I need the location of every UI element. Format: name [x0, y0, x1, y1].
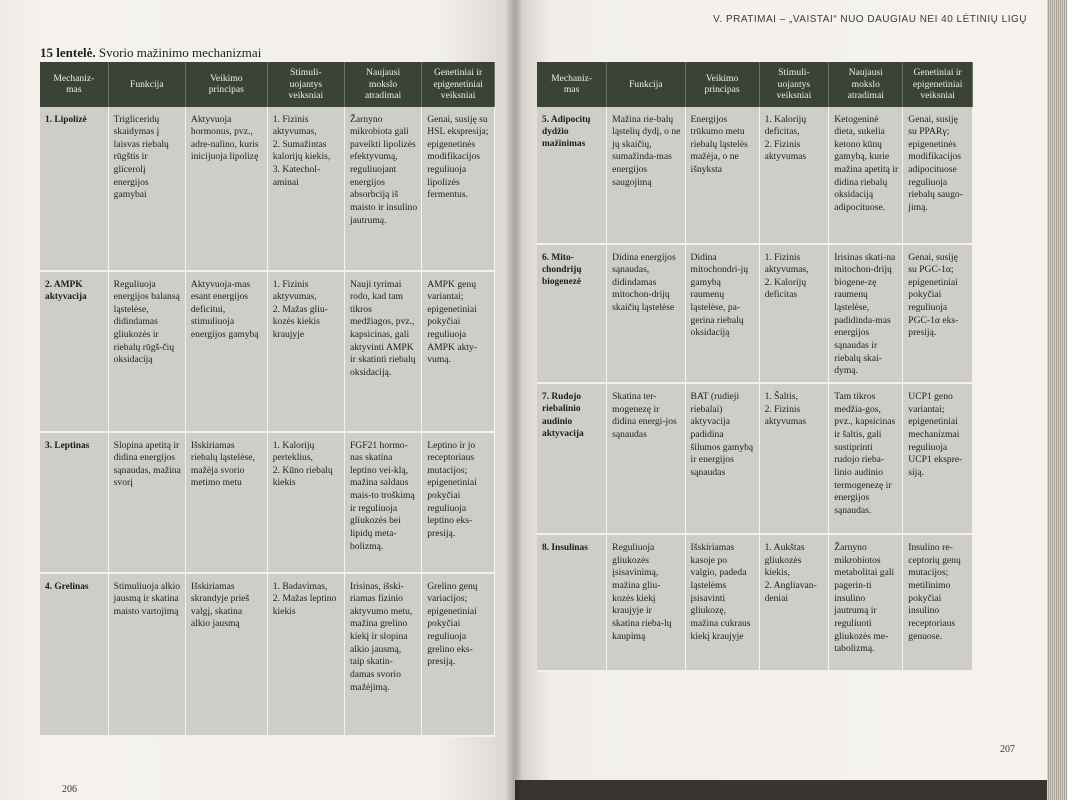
table-row — [537, 107, 973, 244]
page-number-left: 206 — [62, 784, 77, 795]
cell-genetic: Genai, susiję su PGC-1α; epigenetiniai pokyčiai reguliuoja PGC-1α eks-presiją. — [903, 244, 973, 384]
cell-principle: Išskiriamas riebalų ląstelėse, mažėja svorio metimo metu — [185, 432, 267, 573]
cell-principle: Išskiriamas skrandyje prieš valgį, skatina alkio jausmą — [185, 573, 267, 736]
table-row — [537, 534, 973, 671]
cell-principle: Išskiriamas kasoje po valgio, padeda ląstelėms įsisavinti gliukozę, mažina cukraus kiekį kraujyje — [685, 534, 759, 671]
cell-genetic: Leptino ir jo receptoriaus mutacijos; epigenetiniai pokyčiai reguliuoja leptino eks-presiją. — [422, 432, 495, 573]
cell-stimuli: 1. Fizinis aktyvumas, 2. Mažas gliu-kozės kiekis kraujyje — [267, 271, 344, 432]
mechanisms-table-left — [40, 62, 495, 737]
cell-genetic: AMPK genų variantai; epigenetiniai pokyčiai reguliuoja AMPK akty-vumą. — [422, 271, 495, 432]
cell-function: Trigliceridų skaidymas į laisvas riebalų rūgštis ir glicerolį energijos gamybai — [108, 107, 185, 271]
table-caption — [40, 45, 261, 61]
cell-function: Reguliuoja gliukozės įsisavinimą, mažina gliu-kozės kiekį kraujyje ir skatina rieba-lų kaupimą — [607, 534, 685, 671]
cell-mechanism: 3. Leptinas — [40, 432, 108, 573]
cell-principle: Aktyvuoja hormonus, pvz., adre-nalino, kuris inicijuoja lipolizę — [185, 107, 267, 271]
header-function: Funkcija — [607, 62, 685, 107]
cell-function: Slopina apetitą ir didina energijos sąnaudas, mažina svorį — [108, 432, 185, 573]
header-genetic: Genetiniai ir epigenetiniai veiksniai — [903, 62, 973, 107]
cell-stimuli: 1. Fizinis aktyvumas, 2. Kalorijų deficitas — [759, 244, 829, 384]
header-stimuli: Stimuli- uojantys veiksniai — [759, 62, 829, 107]
cell-function: Stimuliuoja alkio jausmą ir skatina maisto vartojimą — [108, 573, 185, 736]
cell-findings: Tam tikros medžia-gos, pvz., kapsicinas ir šaltis, gali sustiprinti rudojo rieba-linio audinio termogenezę ir energijos sąnaudas. — [829, 383, 903, 534]
cell-function: Didina energijos sąnaudas, didindamas mitochon-drijų skaičių ląstelėse — [607, 244, 685, 384]
table-header-row — [537, 62, 973, 107]
book-spine — [505, 0, 523, 800]
header-principle: Veikimo principas — [685, 62, 759, 107]
cell-findings: Irisinas skati-na mitochon-drijų biogene-zę raumenų ląstelėse, padidinda-mas energijos sąnaudas ir riebalų skai-dymą. — [829, 244, 903, 384]
cell-mechanism: 4. Grelinas — [40, 573, 108, 736]
cell-stimuli: 1. Kalorijų deficitas, 2. Fizinis aktyvumas — [759, 107, 829, 244]
header-principle: Veikimo principas — [185, 62, 267, 107]
table-row — [537, 244, 973, 384]
cell-findings: Ketogeninė dieta, sukelia ketono kūnų gamybą, kurie mažina apetitą ir didina riebalų oksidaciją adipocituose. — [829, 107, 903, 244]
cell-principle: Didina mitochondri-jų gamybą raumenų ląstelėse, pa-gerina riebalų oksidaciją — [685, 244, 759, 384]
cell-mechanism: 5. Adipocitų dydžio mažinimas — [537, 107, 607, 244]
page-number-right: 207 — [1000, 744, 1015, 755]
table-row — [40, 573, 495, 736]
cell-genetic: UCP1 geno variantai; epigenetiniai mechanizmai reguliuoja UCP1 ekspre-siją. — [903, 383, 973, 534]
header-mechanism: Mechaniz- mas — [537, 62, 607, 107]
header-genetic: Genetiniai ir epigenetiniai veiksniai — [422, 62, 495, 107]
header-findings: Naujausi mokslo atradimai — [344, 62, 421, 107]
cell-findings: Žarnyno mikrobiota gali paveikti lipolizės efektyvumą, reguliuojant energijos absorbciją iš maisto ir insulino jautrumą. — [344, 107, 421, 271]
header-findings: Naujausi mokslo atradimai — [829, 62, 903, 107]
table-row — [40, 107, 495, 271]
caption-number: 15 lentelė. — [40, 45, 96, 60]
cell-function: Mažina rie-balų ląstelių dydį, o ne jų skaičių, sumažinda-mas energijos saugojimą — [607, 107, 685, 244]
cell-principle: BAT (rudieji riebalai) aktyvacija padidina šilumos gamybą ir energijos sąnaudas — [685, 383, 759, 534]
cell-mechanism: 7. Rudojo riebalinio audinio aktyvacija — [537, 383, 607, 534]
cell-genetic: Genai, susiję su PPARγ; epigenetinės modifikacijos adipocituose reguliuoja riebalų saugo-jimą. — [903, 107, 973, 244]
cell-principle: Energijos trūkumo metu riebalų ląstelės mažėja, o ne išnyksta — [685, 107, 759, 244]
cell-mechanism: 6. Mito-chondrijų biogenezė — [537, 244, 607, 384]
cell-principle: Aktyvuoja-mas esant energijos deficitui, stimuliuoja energijos gamybą — [185, 271, 267, 432]
cell-mechanism: 1. Lipolizė — [40, 107, 108, 271]
header-mechanism: Mechaniz- mas — [40, 62, 108, 107]
cell-stimuli: 1. Kalorijų perteklius, 2. Kūno riebalų kiekis — [267, 432, 344, 573]
cell-stimuli: 1. Šaltis, 2. Fizinis aktyvumas — [759, 383, 829, 534]
header-stimuli: Stimuli- uojantys veiksniai — [267, 62, 344, 107]
cell-genetic: Grelino genų variacijos; epigenetiniai pokyčiai reguliuoja grelino eks-presiją. — [422, 573, 495, 736]
cell-function: Reguliuoja energijos balansą ląstelėse, didindamas gliukozės ir riebalų rūgš-čių oksidaciją — [108, 271, 185, 432]
cell-function: Skatina ter-mogenezę ir didina energi-jos sąnaudas — [607, 383, 685, 534]
caption-title: Svorio mažinimo mechanizmai — [98, 45, 262, 60]
cell-findings: FGF21 hormo-nas skatina leptino vei-klą, mažina saldaus mais-to troškimą ir reguliuoja gliukozės bei lipidų meta-bolizmą. — [344, 432, 421, 573]
cell-stimuli: 1. Fizinis aktyvumas, 2. Sumažintas kalorijų kiekis, 3. Katechol-aminai — [267, 107, 344, 271]
cell-genetic: Genai, susiję su HSL ekspresija; epigenetinės modifikacijos reguliuoja lipolizės fermentus. — [422, 107, 495, 271]
page-edges — [1047, 0, 1067, 800]
cell-findings: Irisinas, išski-riamas fizinio aktyvumo metu, mažina grelino kiekį ir slopina alkio jausmą, taip skatin-damas svorio mažėjimą. — [344, 573, 421, 736]
cell-mechanism: 2. AMPK aktyvacija — [40, 271, 108, 432]
cell-findings: Žarnyno mikrobiotos metabolitai gali pagerin-ti insulino jautrumą ir reguliuoti gliukozės me-tabolizmą. — [829, 534, 903, 671]
running-head: V. PRATIMAI – „VAISTAI“ NUO DAUGIAU NEI 40 LĖTINIŲ LIGŲ — [713, 14, 1027, 25]
cell-findings: Nauji tyrimai rodo, kad tam tikros medžiagos, pvz., kapsicinas, gali aktyvinti AMPK ir skatinti riebalų oksidaciją. — [344, 271, 421, 432]
table-row — [537, 383, 973, 534]
mechanisms-table-right — [537, 62, 973, 672]
table-header-row — [40, 62, 495, 107]
cell-stimuli: 1. Aukštas gliukozės kiekis, 2. Angliavan-deniai — [759, 534, 829, 671]
header-function: Funkcija — [108, 62, 185, 107]
table-row — [40, 271, 495, 432]
cell-stimuli: 1. Badavimas, 2. Mažas leptino kiekis — [267, 573, 344, 736]
cell-mechanism: 8. Insulinas — [537, 534, 607, 671]
table-row — [40, 432, 495, 573]
cell-genetic: Insulino re-ceptorių genų mutacijos; metilinimo pokyčiai insulino receptoriaus genuose. — [903, 534, 973, 671]
